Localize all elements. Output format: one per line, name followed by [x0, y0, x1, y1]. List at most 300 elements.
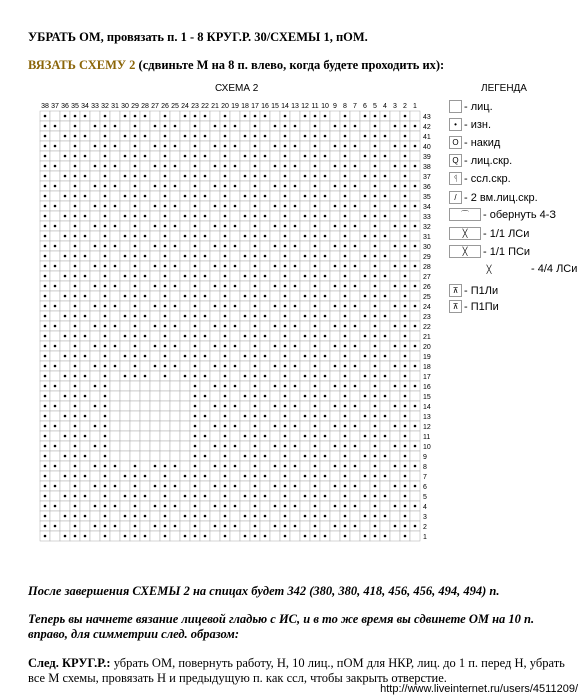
- purl-dot: [114, 265, 117, 268]
- purl-dot: [114, 305, 117, 308]
- purl-dot: [184, 115, 187, 118]
- purl-dot: [294, 465, 297, 468]
- purl-dot: [334, 465, 337, 468]
- chart-cell: [50, 131, 60, 141]
- purl-dot: [194, 475, 197, 478]
- purl-dot: [84, 175, 87, 178]
- purl-dot: [314, 175, 317, 178]
- purl-dot: [64, 375, 67, 378]
- purl-dot: [274, 325, 277, 328]
- chart-cell: [140, 321, 150, 331]
- chart-cell: [90, 111, 100, 121]
- purl-dot: [194, 455, 197, 458]
- purl-dot: [374, 165, 377, 168]
- purl-dot: [224, 475, 227, 478]
- purl-dot: [284, 405, 287, 408]
- purl-dot: [274, 485, 277, 488]
- chart-cell: [230, 531, 240, 541]
- purl-dot: [324, 135, 327, 138]
- chart-cell: [90, 331, 100, 341]
- chart-cell: [360, 201, 370, 211]
- purl-dot: [134, 175, 137, 178]
- purl-dot: [364, 135, 367, 138]
- chart-cell: [300, 121, 310, 131]
- purl-dot: [294, 165, 297, 168]
- chart-cell: [200, 121, 210, 131]
- purl-dot: [394, 525, 397, 528]
- chart-cell: [270, 311, 280, 321]
- purl-dot: [274, 225, 277, 228]
- purl-dot: [144, 375, 147, 378]
- purl-dot: [94, 405, 97, 408]
- purl-dot: [254, 515, 257, 518]
- purl-dot: [234, 205, 237, 208]
- chart-cell: [290, 391, 300, 401]
- row-number: 17: [423, 374, 431, 381]
- column-number: 15: [271, 103, 279, 110]
- purl-dot: [264, 295, 267, 298]
- chart-cell: [360, 141, 370, 151]
- purl-dot: [224, 405, 227, 408]
- purl-dot: [364, 275, 367, 278]
- purl-dot: [194, 515, 197, 518]
- purl-dot: [224, 495, 227, 498]
- purl-dot: [74, 225, 77, 228]
- purl-dot: [314, 455, 317, 458]
- chart-cell: [150, 421, 160, 431]
- purl-dot: [334, 205, 337, 208]
- chart-cell: [80, 181, 90, 191]
- purl-dot: [264, 155, 267, 158]
- row-number: 28: [423, 264, 431, 271]
- purl-dot: [124, 235, 127, 238]
- column-number: 26: [161, 103, 169, 110]
- chart-cell: [290, 231, 300, 241]
- purl-dot: [44, 255, 47, 258]
- purl-dot: [54, 425, 57, 428]
- purl-dot: [164, 265, 167, 268]
- purl-dot: [354, 345, 357, 348]
- purl-dot: [204, 515, 207, 518]
- purl-dot: [204, 495, 207, 498]
- chart-cell: [230, 131, 240, 141]
- purl-dot: [184, 295, 187, 298]
- purl-dot: [284, 265, 287, 268]
- purl-dot: [104, 325, 107, 328]
- purl-dot: [184, 475, 187, 478]
- purl-dot: [134, 475, 137, 478]
- column-number: 24: [181, 103, 189, 110]
- chart-cell: [90, 151, 100, 161]
- legend-item: [449, 154, 512, 167]
- purl-dot: [54, 405, 57, 408]
- purl-dot: [104, 445, 107, 448]
- chart-cell: [330, 531, 340, 541]
- purl-dot: [44, 395, 47, 398]
- purl-dot: [404, 475, 407, 478]
- chart-cell: [210, 111, 220, 121]
- chart-cell: [330, 511, 340, 521]
- legend-item: [449, 100, 493, 113]
- purl-dot: [384, 475, 387, 478]
- chart-cell: [360, 341, 370, 351]
- chart-cell: [140, 161, 150, 171]
- purl-dot: [204, 355, 207, 358]
- legend-symbol-icon: ⊼: [449, 284, 462, 297]
- chart-cell: [410, 231, 420, 241]
- purl-dot: [284, 135, 287, 138]
- chart-cell: [150, 351, 160, 361]
- chart-cell: [360, 241, 370, 251]
- purl-dot: [264, 175, 267, 178]
- purl-dot: [404, 325, 407, 328]
- purl-dot: [54, 465, 57, 468]
- chart-cell: [170, 431, 180, 441]
- purl-dot: [264, 275, 267, 278]
- purl-dot: [54, 245, 57, 248]
- purl-dot: [334, 405, 337, 408]
- chart-cell: [320, 181, 330, 191]
- chart-cell: [150, 531, 160, 541]
- purl-dot: [224, 175, 227, 178]
- purl-dot: [284, 325, 287, 328]
- chart-cell: [50, 431, 60, 441]
- purl-dot: [254, 475, 257, 478]
- purl-dot: [334, 125, 337, 128]
- purl-dot: [234, 485, 237, 488]
- purl-dot: [374, 485, 377, 488]
- row-number: 32: [423, 224, 431, 231]
- chart-cell: [300, 221, 310, 231]
- chart-cell: [60, 121, 70, 131]
- chart-cell: [290, 311, 300, 321]
- chart-cell: [180, 221, 190, 231]
- purl-dot: [294, 525, 297, 528]
- purl-dot: [284, 165, 287, 168]
- purl-dot: [364, 395, 367, 398]
- row-number: 21: [423, 334, 431, 341]
- purl-dot: [174, 485, 177, 488]
- purl-dot: [324, 255, 327, 258]
- legend-item: [449, 284, 498, 297]
- purl-dot: [124, 275, 127, 278]
- purl-dot: [324, 155, 327, 158]
- purl-dot: [394, 505, 397, 508]
- purl-dot: [134, 335, 137, 338]
- purl-dot: [384, 235, 387, 238]
- purl-dot: [204, 455, 207, 458]
- purl-dot: [244, 475, 247, 478]
- chart-cell: [360, 481, 370, 491]
- column-number: 12: [301, 103, 309, 110]
- purl-dot: [154, 225, 157, 228]
- chart-cell: [320, 201, 330, 211]
- chart-cell: [350, 131, 360, 141]
- purl-dot: [224, 455, 227, 458]
- row-number: 40: [423, 144, 431, 151]
- purl-dot: [104, 215, 107, 218]
- purl-dot: [144, 315, 147, 318]
- chart-cell: [270, 391, 280, 401]
- chart-cell: [170, 471, 180, 481]
- purl-dot: [394, 245, 397, 248]
- chart-cell: [210, 291, 220, 301]
- purl-dot: [134, 155, 137, 158]
- chart-cell: [210, 251, 220, 261]
- purl-dot: [414, 225, 417, 228]
- purl-dot: [244, 415, 247, 418]
- purl-dot: [414, 385, 417, 388]
- purl-dot: [274, 505, 277, 508]
- chart-cell: [110, 211, 120, 221]
- footer-url[interactable]: http://www.liveinternet.ru/users/4511209/: [380, 683, 578, 695]
- purl-dot: [324, 415, 327, 418]
- purl-dot: [74, 435, 77, 438]
- purl-dot: [44, 405, 47, 408]
- purl-dot: [344, 215, 347, 218]
- purl-dot: [314, 325, 317, 328]
- purl-dot: [74, 445, 77, 448]
- purl-dot: [244, 155, 247, 158]
- chart-cell: [410, 371, 420, 381]
- chart-cell: [320, 461, 330, 471]
- purl-dot: [264, 455, 267, 458]
- chart-cell: [270, 151, 280, 161]
- purl-dot: [54, 345, 57, 348]
- purl-dot: [134, 225, 137, 228]
- purl-dot: [344, 485, 347, 488]
- chart-cell: [200, 161, 210, 171]
- purl-dot: [344, 335, 347, 338]
- purl-dot: [194, 265, 197, 268]
- purl-dot: [314, 135, 317, 138]
- purl-dot: [354, 205, 357, 208]
- chart-cell: [140, 181, 150, 191]
- purl-dot: [414, 465, 417, 468]
- purl-dot: [94, 445, 97, 448]
- purl-dot: [304, 315, 307, 318]
- row-number: 34: [423, 204, 431, 211]
- chart-cell: [390, 231, 400, 241]
- chart-cell: [330, 131, 340, 141]
- purl-dot: [254, 285, 257, 288]
- purl-dot: [194, 165, 197, 168]
- purl-dot: [124, 335, 127, 338]
- purl-dot: [374, 395, 377, 398]
- chart-cell: [290, 191, 300, 201]
- purl-dot: [44, 385, 47, 388]
- purl-dot: [164, 495, 167, 498]
- purl-dot: [104, 335, 107, 338]
- purl-dot: [84, 255, 87, 258]
- purl-dot: [274, 305, 277, 308]
- purl-dot: [164, 375, 167, 378]
- chart-cell: [180, 461, 190, 471]
- purl-dot: [104, 295, 107, 298]
- purl-dot: [314, 515, 317, 518]
- chart-cell: [110, 151, 120, 161]
- purl-dot: [374, 125, 377, 128]
- purl-dot: [404, 495, 407, 498]
- purl-dot: [344, 495, 347, 498]
- purl-dot: [254, 165, 257, 168]
- purl-dot: [164, 305, 167, 308]
- chart-cell: [60, 381, 70, 391]
- chart-cell: [300, 361, 310, 371]
- purl-dot: [254, 505, 257, 508]
- chart-cell: [260, 521, 270, 531]
- chart-cell: [270, 191, 280, 201]
- purl-dot: [314, 285, 317, 288]
- chart-cell: [150, 131, 160, 141]
- purl-dot: [54, 305, 57, 308]
- purl-dot: [384, 295, 387, 298]
- purl-dot: [164, 325, 167, 328]
- purl-dot: [144, 195, 147, 198]
- purl-dot: [224, 425, 227, 428]
- purl-dot: [274, 445, 277, 448]
- purl-dot: [84, 355, 87, 358]
- purl-dot: [94, 325, 97, 328]
- row-number: 26: [423, 284, 431, 291]
- purl-dot: [344, 285, 347, 288]
- purl-dot: [44, 175, 47, 178]
- chart-cell: [50, 511, 60, 521]
- chart-cell: [110, 231, 120, 241]
- purl-dot: [194, 405, 197, 408]
- chart-cell: [260, 241, 270, 251]
- chart-cell: [140, 241, 150, 251]
- purl-dot: [134, 305, 137, 308]
- purl-dot: [194, 275, 197, 278]
- chart-cell: [300, 381, 310, 391]
- purl-dot: [314, 375, 317, 378]
- chart-cell: [90, 371, 100, 381]
- chart-cell: [380, 301, 390, 311]
- purl-dot: [364, 115, 367, 118]
- purl-dot: [254, 365, 257, 368]
- chart-cell: [150, 271, 160, 281]
- chart-cell: [270, 411, 280, 421]
- purl-dot: [244, 295, 247, 298]
- purl-dot: [274, 165, 277, 168]
- legend-label: - ссл.скр.: [464, 172, 511, 185]
- purl-dot: [314, 195, 317, 198]
- purl-dot: [404, 225, 407, 228]
- chart-cell: [130, 391, 140, 401]
- purl-dot: [184, 375, 187, 378]
- purl-dot: [284, 535, 287, 538]
- purl-dot: [264, 515, 267, 518]
- purl-dot: [74, 145, 77, 148]
- purl-dot: [304, 275, 307, 278]
- chart-cell: [60, 481, 70, 491]
- chart-cell: [130, 411, 140, 421]
- purl-dot: [104, 155, 107, 158]
- purl-dot: [74, 405, 77, 408]
- chart-cell: [210, 491, 220, 501]
- purl-dot: [44, 195, 47, 198]
- chart-cell: [260, 121, 270, 131]
- purl-dot: [264, 375, 267, 378]
- purl-dot: [254, 185, 257, 188]
- purl-dot: [234, 385, 237, 388]
- chart-cell: [390, 391, 400, 401]
- chart-cell: [360, 381, 370, 391]
- purl-dot: [154, 245, 157, 248]
- purl-dot: [44, 315, 47, 318]
- chart-cell: [200, 321, 210, 331]
- purl-dot: [94, 365, 97, 368]
- chart-cell: [180, 241, 190, 251]
- row-number: 29: [423, 254, 431, 261]
- purl-dot: [84, 275, 87, 278]
- purl-dot: [224, 165, 227, 168]
- purl-dot: [114, 185, 117, 188]
- purl-dot: [194, 385, 197, 388]
- legend-item: [449, 300, 499, 313]
- purl-dot: [94, 185, 97, 188]
- chart-cell: [200, 241, 210, 251]
- purl-dot: [354, 145, 357, 148]
- purl-dot: [74, 215, 77, 218]
- purl-dot: [194, 115, 197, 118]
- chart-cell: [140, 281, 150, 291]
- purl-dot: [374, 465, 377, 468]
- purl-dot: [254, 325, 257, 328]
- purl-dot: [284, 195, 287, 198]
- chart-cell: [150, 491, 160, 501]
- purl-dot: [314, 505, 317, 508]
- row-number: 14: [423, 404, 431, 411]
- purl-dot: [204, 435, 207, 438]
- chart-cell: [180, 501, 190, 511]
- purl-dot: [284, 315, 287, 318]
- purl-dot: [104, 525, 107, 528]
- purl-dot: [214, 145, 217, 148]
- chart-cell: [180, 201, 190, 211]
- chart-cell: [240, 381, 250, 391]
- chart-cell: [150, 451, 160, 461]
- purl-dot: [404, 205, 407, 208]
- column-number: 8: [343, 103, 347, 110]
- purl-dot: [294, 385, 297, 388]
- purl-dot: [74, 475, 77, 478]
- purl-dot: [404, 515, 407, 518]
- purl-dot: [384, 115, 387, 118]
- purl-dot: [64, 195, 67, 198]
- purl-dot: [44, 415, 47, 418]
- chart-cell: [110, 191, 120, 201]
- purl-dot: [234, 365, 237, 368]
- purl-dot: [284, 465, 287, 468]
- chart-cell: [200, 141, 210, 151]
- chart-cell: [170, 311, 180, 321]
- chart-cell: [80, 241, 90, 251]
- purl-dot: [344, 515, 347, 518]
- chart-cell: [330, 471, 340, 481]
- chart-cell: [60, 241, 70, 251]
- chart-cell: [240, 121, 250, 131]
- purl-dot: [94, 285, 97, 288]
- chart-cell: [180, 421, 190, 431]
- chart-cell: [390, 531, 400, 541]
- purl-dot: [174, 205, 177, 208]
- purl-dot: [174, 125, 177, 128]
- chart-cell: [180, 141, 190, 151]
- purl-dot: [384, 255, 387, 258]
- purl-dot: [314, 145, 317, 148]
